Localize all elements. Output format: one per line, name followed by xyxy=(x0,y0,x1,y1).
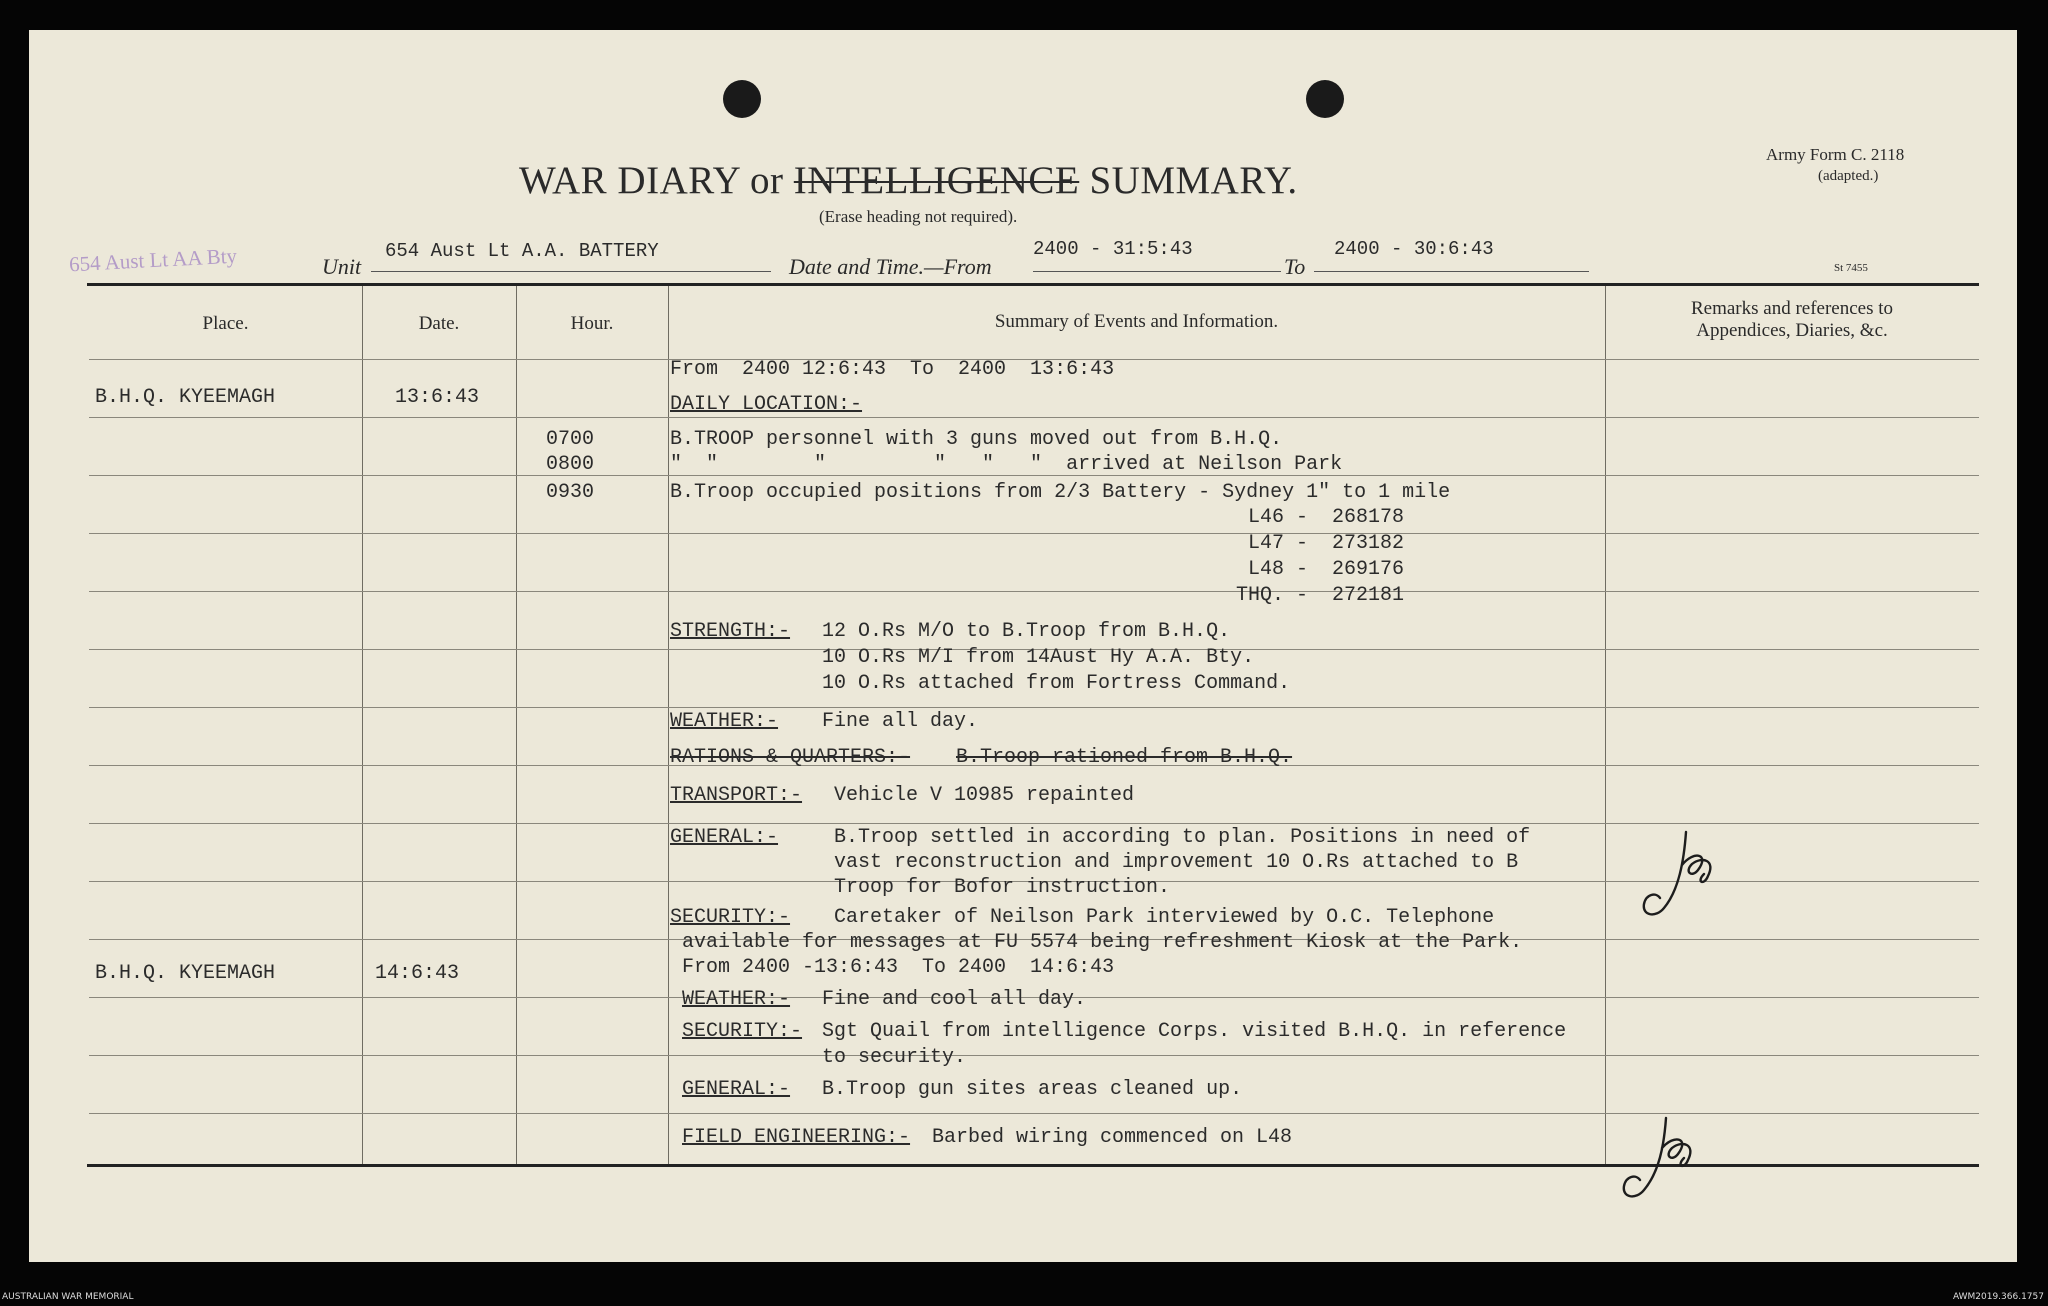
summary-line: " " " " " " arrived at Neilson Park xyxy=(670,453,1343,476)
summary-line: From 2400 -13:6:43 To 2400 14:6:43 xyxy=(682,956,1115,979)
column-header-date: Date. xyxy=(418,313,460,334)
hour-entry-3: 0930 xyxy=(546,481,595,504)
summary-line: to security. xyxy=(822,1046,967,1069)
summary-line: vast reconstruction and improvement 10 O.Rs attached to B xyxy=(834,851,1519,874)
army-form-adapted: (adapted.) xyxy=(1818,168,1879,184)
title-war-diary: WAR DIARY or xyxy=(519,159,784,202)
title-summary: SUMMARY. xyxy=(1089,159,1298,202)
punch-hole-right xyxy=(1306,80,1344,118)
footer-institution: AUSTRALIAN WAR MEMORIAL xyxy=(2,1292,134,1302)
date-to: 2400 - 30:6:43 xyxy=(1334,238,1494,260)
summary-line: B.Troop settled in according to plan. Positions in need of xyxy=(834,826,1531,849)
summary-line: Troop for Bofor instruction. xyxy=(834,876,1171,899)
table-top-rule xyxy=(87,283,1979,286)
summary-heading: GENERAL:- xyxy=(682,1078,791,1101)
column-header-place: Place. xyxy=(202,313,249,334)
punch-hole-left xyxy=(723,80,761,118)
row-rule xyxy=(89,1055,1979,1056)
grid-reference: L47 - 273182 xyxy=(1248,532,1405,555)
summary-heading: TRANSPORT:- xyxy=(670,784,803,807)
date-from: 2400 - 31:5:43 xyxy=(1033,238,1193,260)
stock-number: St 7455 xyxy=(1834,262,1868,274)
summary-heading: WEATHER:- xyxy=(682,988,791,1011)
erase-note: (Erase heading not required). xyxy=(819,207,1018,226)
hour-entry-1: 0700 xyxy=(546,428,595,451)
summary-heading: DAILY LOCATION:- xyxy=(670,393,863,416)
summary-line: B.TROOP personnel with 3 guns moved out from B.H.Q. xyxy=(670,428,1283,451)
hour-entry-2: 0800 xyxy=(546,453,595,476)
summary-line: Fine and cool all day. xyxy=(822,988,1087,1011)
summary-heading: SECURITY:- xyxy=(670,906,791,929)
unit-stamp: 654 Aust Lt AA Bty xyxy=(68,243,238,277)
row-rule xyxy=(89,533,1979,534)
column-header-remarks-1: Remarks and references to xyxy=(1690,298,1894,319)
summary-heading: SECURITY:- xyxy=(682,1020,803,1043)
summary-line: 10 O.Rs M/I from 14Aust Hy A.A. Bty. xyxy=(822,646,1255,669)
page-title xyxy=(519,158,1298,203)
summary-heading: STRENGTH:- xyxy=(670,620,791,643)
summary-line: Fine all day. xyxy=(822,710,979,733)
summary-line: From 2400 12:6:43 To 2400 13:6:43 xyxy=(670,358,1115,381)
grid-reference: L48 - 269176 xyxy=(1248,558,1405,581)
summary-line: 12 O.Rs M/O to B.Troop from B.H.Q. xyxy=(822,620,1231,643)
to-label: To xyxy=(1284,254,1306,279)
signature-initials-2 xyxy=(1604,1110,1714,1210)
summary-line: B.Troop rationed from B.H.Q. xyxy=(956,746,1293,769)
place-entry-1: B.H.Q. KYEEMAGH xyxy=(95,386,276,409)
title-struck-word: INTELLIGENCE xyxy=(793,159,1080,202)
footer-accession-number: AWM2019.366.1757 xyxy=(1952,1292,2044,1302)
summary-heading: WEATHER:- xyxy=(670,710,779,733)
date-to-underline xyxy=(1314,271,1589,272)
row-rule xyxy=(89,707,1979,708)
summary-line: B.Troop gun sites areas cleaned up. xyxy=(822,1078,1243,1101)
row-rule xyxy=(89,417,1979,418)
summary-line: Caretaker of Neilson Park interviewed by O.C. Telephone xyxy=(834,906,1495,929)
summary-heading: RATIONS & QUARTERS:- xyxy=(670,746,911,769)
grid-reference: THQ. - 272181 xyxy=(1236,584,1405,607)
unit-value: 654 Aust Lt A.A. BATTERY xyxy=(385,240,659,262)
unit-label: Unit xyxy=(322,254,362,279)
date-entry-2: 14:6:43 xyxy=(375,962,460,985)
war-diary-page xyxy=(29,30,2017,1262)
date-from-underline xyxy=(1033,271,1281,272)
date-time-label: Date and Time.—From xyxy=(789,254,992,279)
summary-line: Vehicle V 10985 repainted xyxy=(834,784,1135,807)
summary-line: available for messages at FU 5574 being refreshment Kiosk at the Park. xyxy=(682,931,1523,954)
unit-underline xyxy=(371,271,771,272)
grid-reference: L46 - 268178 xyxy=(1248,506,1405,529)
summary-heading: FIELD ENGINEERING:- xyxy=(682,1126,911,1149)
place-entry-2: B.H.Q. KYEEMAGH xyxy=(95,962,276,985)
row-rule xyxy=(89,591,1979,592)
summary-line: B.Troop occupied positions from 2/3 Battery - Sydney 1" to 1 mile xyxy=(670,481,1451,504)
summary-heading: GENERAL:- xyxy=(670,826,779,849)
column-header-remarks-2: Appendices, Diaries, &c. xyxy=(1696,320,1888,341)
date-entry-1: 13:6:43 xyxy=(395,386,480,409)
column-header-hour: Hour. xyxy=(570,313,614,334)
summary-line: Barbed wiring commenced on L48 xyxy=(932,1126,1293,1149)
signature-initials-1 xyxy=(1624,820,1734,930)
column-header-summary: Summary of Events and Information. xyxy=(994,311,1279,332)
summary-line: 10 O.Rs attached from Fortress Command. xyxy=(822,672,1291,695)
summary-line: Sgt Quail from intelligence Corps. visited B.H.Q. in reference xyxy=(822,1020,1567,1043)
army-form-number: Army Form C. 2118 xyxy=(1766,145,1905,164)
